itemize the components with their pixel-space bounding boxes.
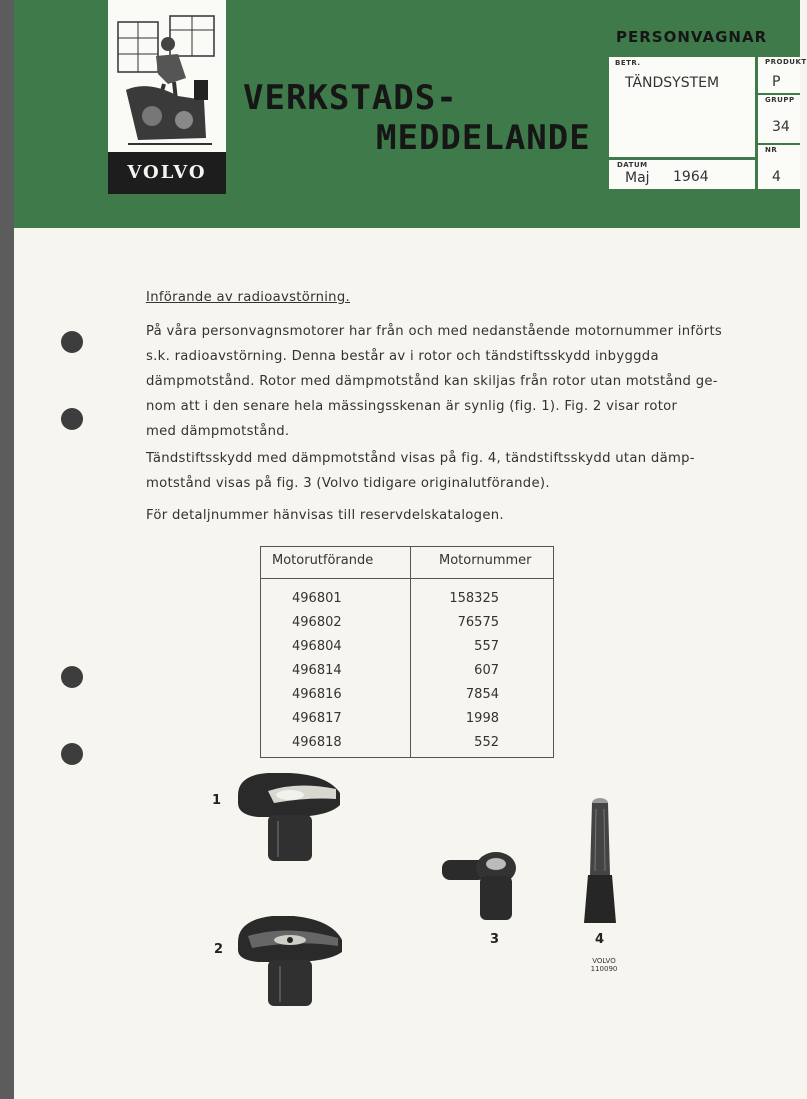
table-cell-motornummer: 76575 (457, 615, 499, 630)
table-cell-motornummer: 557 (474, 639, 499, 654)
paragraph-line: dämpmotstånd. Rotor med dämpmotstånd kan skiljas från rotor utan motstånd ge- (146, 374, 718, 389)
produkt-label: PRODUKT (765, 58, 807, 66)
table-cell-motornummer: 7854 (465, 687, 499, 702)
punch-hole (61, 743, 83, 765)
table-cell-motorutforande: 496802 (292, 615, 342, 630)
grupp-value: 34 (772, 119, 790, 135)
betr-box (609, 57, 755, 157)
betr-value: TÄNDSYSTEM (625, 75, 720, 91)
nr-value: 4 (772, 169, 781, 185)
nr-box (758, 145, 800, 189)
punch-hole (61, 666, 83, 688)
paragraph-1 (146, 319, 722, 444)
figure-1-label: 1 (212, 793, 222, 808)
title-line-2: MEDDELANDE (376, 118, 591, 158)
paragraph-line: s.k. radioavstörning. Denna består av i rotor och tändstiftsskydd inbyggda (146, 349, 659, 364)
table-header-motornummer: Motornummer (439, 553, 532, 568)
table-cell-motorutforande: 496801 (292, 591, 342, 606)
paragraph-line: Tändstiftsskydd med dämpmotstånd visas på fig. 4, tändstiftsskydd utan dämp- (146, 451, 695, 466)
volvo-stamp (584, 957, 624, 973)
mechanic-drawing-icon (108, 0, 226, 152)
datum-month: Maj (625, 170, 650, 186)
rotor-fig2-icon (228, 910, 348, 1010)
datum-box (609, 160, 755, 189)
motor-table (260, 546, 554, 758)
produkt-box (758, 57, 807, 93)
figure-3-label: 3 (490, 932, 500, 947)
grupp-label: GRUPP (765, 96, 795, 104)
table-divider (261, 578, 553, 579)
table-header-motorutforande: Motorutförande (272, 553, 374, 568)
produkt-value: P (772, 74, 781, 90)
grupp-box (758, 95, 800, 143)
stamp-number: 110090 (590, 965, 618, 973)
table-cell-motornummer: 552 (474, 735, 499, 750)
table-cell-motorutforande: 496816 (292, 687, 342, 702)
paragraph-line: nom att i den senare hela mässingsskenan är synlig (fig. 1). Fig. 2 visar rotor (146, 399, 678, 414)
punch-hole (61, 331, 83, 353)
datum-label: DATUM (617, 161, 648, 169)
title-line-1: VERKSTADS- (243, 78, 458, 118)
section-heading: Införande av radioavstörning. (146, 290, 351, 305)
paragraph-line: med dämpmotstånd. (146, 424, 290, 439)
table-cell-motorutforande: 496817 (292, 711, 342, 726)
figure-4-label: 4 (595, 932, 605, 947)
paragraph-line: På våra personvagnsmotorer har från och med nedanstående motornummer införts (146, 324, 723, 339)
category-label: PERSONVAGNAR (616, 28, 768, 46)
table-cell-motornummer: 158325 (449, 591, 499, 606)
volvo-logo: VOLVO (108, 152, 226, 194)
table-cell-motorutforande: 496818 (292, 735, 342, 750)
paragraph-3: För detaljnummer hänvisas till reservdelskatalogen. (146, 508, 504, 523)
spark-plug-cover-fig4-icon (578, 795, 622, 927)
spark-plug-cover-fig3-icon (440, 850, 520, 926)
table-cell-motorutforande: 496814 (292, 663, 342, 678)
punch-hole (61, 408, 83, 430)
figure-2-label: 2 (214, 942, 224, 957)
table-cell-motorutforande: 496804 (292, 639, 342, 654)
paragraph-2 (146, 446, 695, 496)
table-cell-motornummer: 607 (474, 663, 499, 678)
table-cell-motornummer: 1998 (465, 711, 499, 726)
stamp-brand: VOLVO (592, 957, 616, 965)
datum-year: 1964 (673, 169, 709, 185)
page-edge (0, 0, 14, 1099)
rotor-fig1-icon (228, 765, 348, 865)
nr-label: NR (765, 146, 778, 154)
betr-label: BETR. (615, 59, 641, 67)
paragraph-line: motstånd visas på fig. 3 (Volvo tidigare originalutförande). (146, 476, 550, 491)
